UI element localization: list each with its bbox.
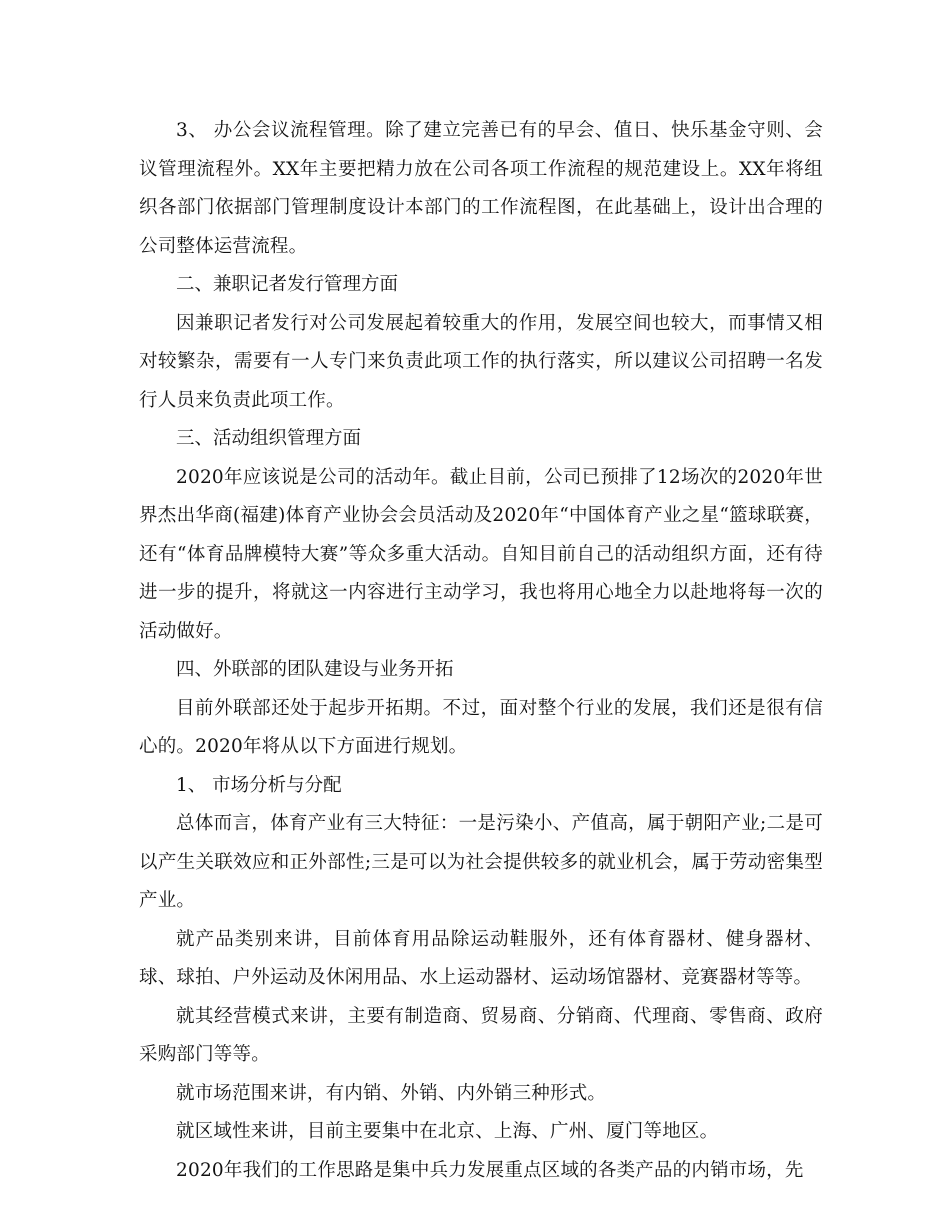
paragraph-office-meeting-process: 3、 办公会议流程管理。除了建立完善已有的早会、值日、快乐基金守则、会议管理流程外。XX年主要把精力放在公司各项工作流程的规范建设上。XX年将组织各部门依据部门管理制度设计本部门的工作流程图，在此基础上，设计出合理的公司整体运营流程。 xyxy=(139,120,823,257)
section-heading-event-organization: 三、活动组织管理方面 xyxy=(176,428,362,449)
section-heading-part-time-reporters: 二、兼职记者发行管理方面 xyxy=(176,274,399,295)
paragraph-industry-features: 总体而言，体育产业有三大特征：一是污染小、产值高，属于朝阳产业;二是可以产生关联效应和正外部性;三是可以为社会提供较多的就业机会，属于劳动密集型产业。 xyxy=(139,813,823,911)
section-heading-external-relations: 四、外联部的团队建设与业务开拓 xyxy=(176,659,454,680)
document-body xyxy=(139,112,823,1190)
paragraph-event-organization: 2020年应该说是公司的活动年。截止目前，公司已预排了12场次的2020年世界杰出华商(福建)体育产业协会会员活动及2020年“中国体育产业之星“篮球联赛，还有“体育品牌模特大赛”等众多重大活动。自知目前自己的活动组织方面，还有待进一步的提升，将就这一内容进行主动学习，我也将用心地全力以赴地将每一次的活动做好。 xyxy=(139,466,823,642)
paragraph-business-models: 就其经营模式来讲，主要有制造商、贸易商、分销商、代理商、零售商、政府采购部门等等。 xyxy=(139,1005,823,1065)
paragraph-regional-focus: 就区域性来讲，目前主要集中在北京、上海、广州、厦门等地区。 xyxy=(176,1121,719,1142)
paragraph-part-time-reporters: 因兼职记者发行对公司发展起着较重大的作用，发展空间也较大，而事情又相对较繁杂，需要有一人专门来负责此项工作的执行落实，所以建议公司招聘一名发行人员来负责此项工作。 xyxy=(139,312,823,411)
paragraph-market-scope: 就市场范围来讲，有内销、外销、内外销三种形式。 xyxy=(176,1082,607,1104)
paragraph-product-categories: 就产品类别来讲，目前体育用品除运动鞋服外，还有体育器材、健身器材、球、球拍、户外运动及休闲用品、水上运动器材、运动场馆器材、竞赛器材等等。 xyxy=(139,928,823,988)
paragraph-external-relations: 目前外联部还处于起步开拓期。不过，面对整个行业的发展，我们还是很有信心的。2020年将从以下方面进行规划。 xyxy=(139,697,823,757)
paragraph-work-plan: 2020年我们的工作思路是集中兵力发展重点区域的各类产品的内销市场，先 xyxy=(176,1159,804,1181)
subsection-heading-market-analysis: 1、 市场分析与分配 xyxy=(176,774,342,796)
